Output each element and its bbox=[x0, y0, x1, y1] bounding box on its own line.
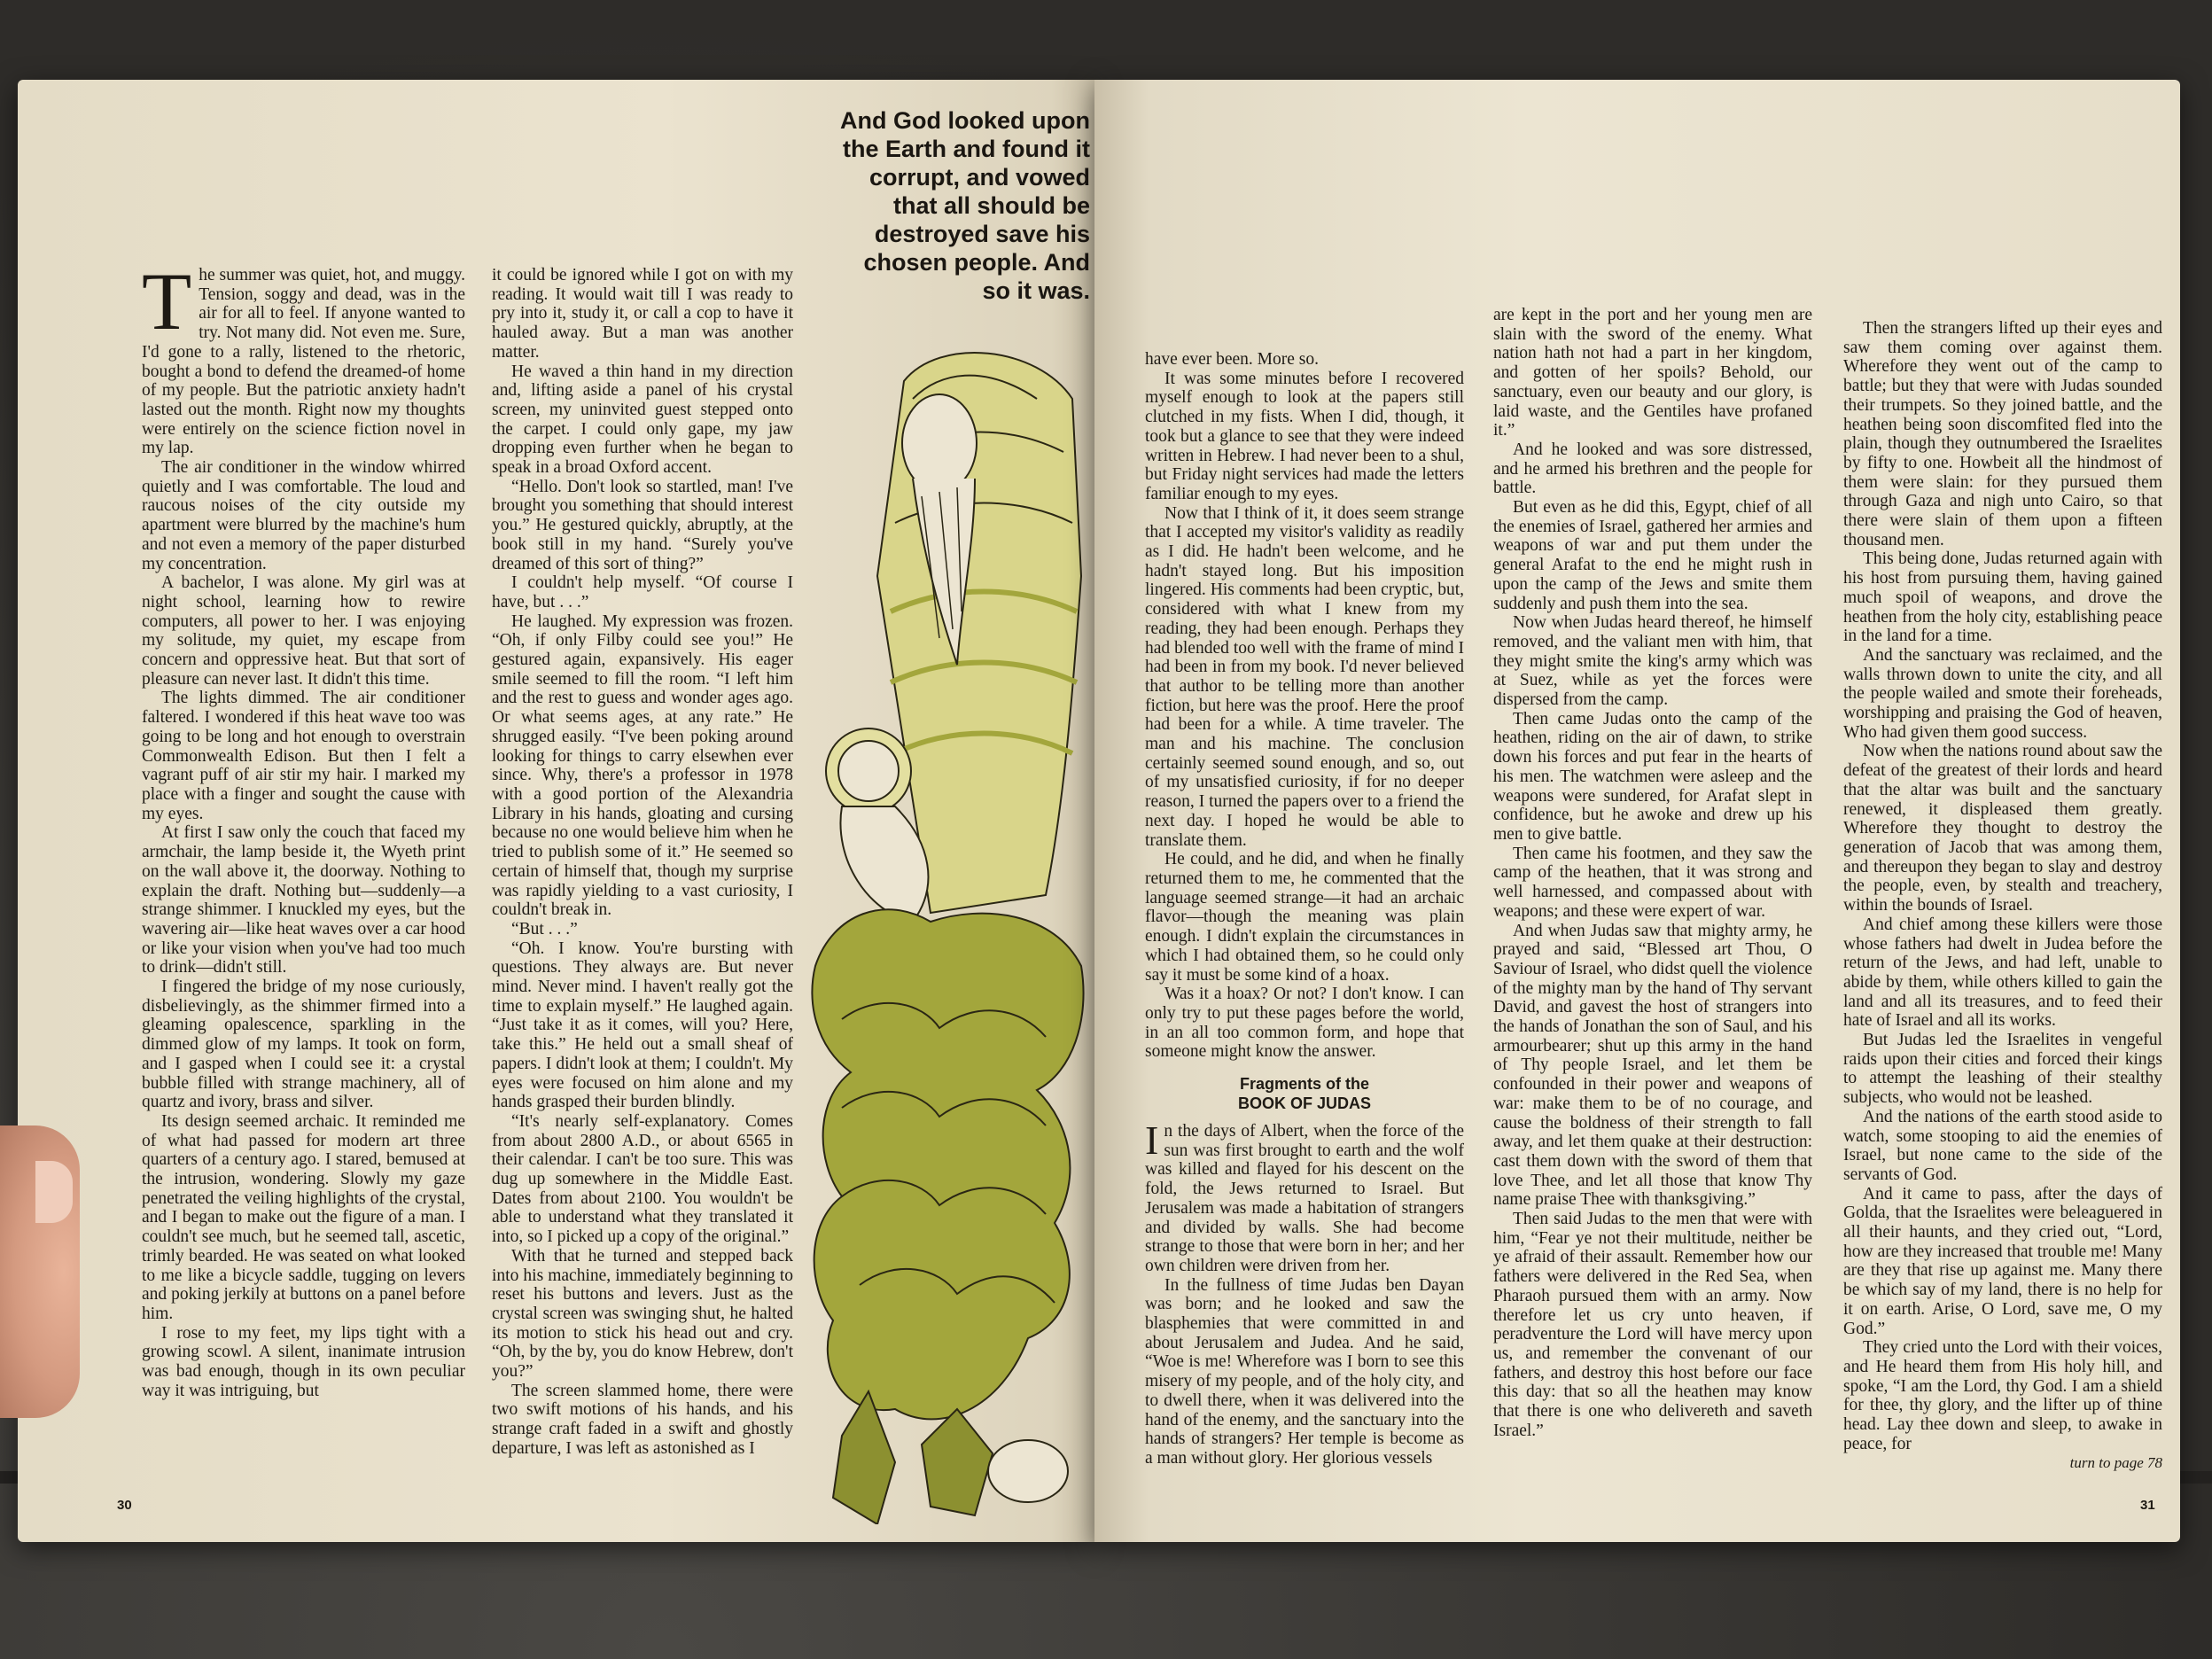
paragraph bbox=[142, 689, 465, 823]
right-page bbox=[1094, 80, 2180, 1542]
paragraph bbox=[142, 1324, 465, 1401]
paragraph-text: But Judas led the Israelites in vengeful raids upon their cities and forced their kings to attempt the leashing of their stealthy subjects, who would not be leashed. bbox=[1843, 1031, 2162, 1108]
illustration-prophet bbox=[806, 346, 1090, 1524]
paragraph-text: But even as he did this, Egypt, chief of all the enemies of Israel, gathered her armies and weapons of war and put them under the general Arafat to the end he might rush in upon the camp of the Jews and smite them suddenly and push them into the sea. bbox=[1493, 498, 1812, 613]
paragraph bbox=[1145, 985, 1464, 1062]
paragraph bbox=[142, 977, 465, 1112]
paragraph-text: Now that I think of it, it does seem strange that I accepted my visitor's validity as readily as I did. He hadn't been welcome, and he hadn't stayed long. But his imposition lingered. His comments had been cryptic, but, considered with what I knew from my reading, they had been enough. Perhaps they had blended too well with the frame of mind I had been in from my book. I'd never believed that author to be telling more than another fiction, but here was the proof. Here the proof had been for a while. A time traveler. The man and his machine. The conclusion certainly seemed sound enough, and so, out of my unsatisfied curiosity, if for no deeper reason, I turned the papers over to a friend the next day. I hoped he would be able to translate them. bbox=[1145, 503, 1464, 850]
paragraph-text: Then came his footmen, and they saw the camp of the heathen, that it was strong and well harnessed, and compassed about with weapons; and these were expert of war. bbox=[1493, 844, 1812, 921]
paragraph bbox=[492, 1112, 793, 1247]
paragraph bbox=[492, 478, 793, 574]
right-column-2 bbox=[1493, 306, 1812, 1511]
paragraph-text: “But . . .” bbox=[511, 919, 578, 939]
paragraph bbox=[142, 1112, 465, 1324]
paragraph-text: Then came Judas onto the camp of the heathen, riding on the air of dawn, to strike down his forces and put fear in the hearts of his men. The watchmen were asleep and the weapons were sundered, for Arafat slept in confidence, but he awoke and drew up his men to give battle. bbox=[1493, 709, 1812, 844]
paragraph bbox=[1145, 504, 1464, 851]
drop-cap: I bbox=[1145, 1118, 1159, 1164]
paragraph bbox=[1843, 646, 2162, 743]
paragraph bbox=[492, 573, 793, 611]
section-heading: Fragments of the BOOK OF JUDAS bbox=[1237, 1075, 1371, 1113]
thumbnail-nail bbox=[35, 1161, 73, 1223]
paragraph-text: They cried unto the Lord with their voices, and He heard them from His holy hill, and spoke, “I am the Lord, thy God. I am a shield for thee, thy glory, and the lifter up of thine head. Lay thee down and sleep, to awake in peace, for bbox=[1843, 1338, 2162, 1453]
paragraph bbox=[1843, 1338, 2162, 1453]
right-column-3 bbox=[1843, 319, 2162, 1515]
paragraph bbox=[142, 266, 465, 458]
paragraph bbox=[492, 939, 793, 1112]
paragraph-text: At first I saw only the couch that faced my armchair, the lamp beside it, the Wyeth print on the wall above it, the doorway. Nothing to explain the draft. Nothing but—suddenly—a strange shimmer. I knuckled my eyes, but the wavering air—like heat waves over a car hood or like your vision when you've had too much to drink—didn't still. bbox=[142, 823, 465, 977]
paragraph-text: In the fullness of time Judas ben Dayan was born; and he looked and saw the blasphemies that were committed in and about Jerusalem and Judea. And he said, “Woe is me! Wherefore was I born to see this misery of my people, and of the holy city, and to dwell there, when it was delivered into the hand of the enemy, and the sanctuary into the hands of strangers? Her temple is become as a man without glory. Her glorious vessels bbox=[1145, 1275, 1464, 1468]
paragraph bbox=[1493, 845, 1812, 922]
continuation-note: turn to page 78 bbox=[2069, 1454, 2162, 1472]
paragraph bbox=[1493, 440, 1812, 498]
paragraph bbox=[1843, 1108, 2162, 1185]
paragraph bbox=[492, 266, 793, 362]
paragraph bbox=[492, 1382, 793, 1459]
paragraph-text: He could, and he did, and when he finally returned them to me, he commented that the language seemed strange—it had an archaic flavor—though the meaning was plain enough. I didn't explain the circumstances in which I had obtained them, so he could only say it must be some kind of a hoax. bbox=[1145, 850, 1464, 985]
paragraph-text: With that he turned and stepped back into his machine, immediately beginning to reset his buttons and levers. Just as the crystal screen was swinging shut, he halted its motion to stick his head out and cry. “Oh, by the by, you do know Hebrew, don't you?” bbox=[492, 1246, 793, 1382]
paragraph-text: Then the strangers lifted up their eyes and saw them coming over against them. Wherefore they went out of the camp to battle; but they that were with Judas sounded their trumpets. So they joined battle, and the heathen being soon discomfited fled into the plain, though they outnumbered the Israelites by fifty to one. Howbeit all the hindmost of them were slain: for they pursued them through Gaza and nigh unto Cairo, so that there were slain of them upon a fifteen thousand men. bbox=[1843, 319, 2162, 549]
paragraph bbox=[1493, 710, 1812, 845]
paragraph-text: he summer was quiet, hot, and muggy. Tension, soggy and dead, was in the air for all to feel. If anyone wanted to try. Not many did. Not even me. Sure, I'd gone to a rally, listened to the rhetoric, bought a bond to defend the dreamed-of home of my people. But the patriotic anxiety hadn't lasted out the month. Right now my thoughts were entirely on the science fiction novel in my lap. bbox=[142, 266, 465, 458]
paragraph-text: He waved a thin hand in my direction and, lifting aside a panel of his crystal screen, my uninvited guest stepped onto the carpet. I could only gape, my jaw dropping even further when he began to speak in a broad Oxford accent. bbox=[492, 362, 793, 478]
paragraph-text: And it came to pass, after the days of Golda, that the Israelites were beleaguered in all their haunts, and they cried out, “Lord, how are they increased that trouble me! Many are they that rise up against me. Many there be which say of my land, there is no help for it on earth. Arise, O Lord, save me, O my God.” bbox=[1843, 1184, 2162, 1338]
paragraph bbox=[1843, 742, 2162, 915]
paragraph bbox=[1145, 350, 1464, 370]
paragraph bbox=[1843, 1185, 2162, 1339]
paragraph-text: n the days of Albert, when the force of the sun was first brought to earth and the wolf was killed and flayed for his descent on the fold, the Jews returned to Israel. But Jerusalem was made a habitation of strangers and divided by walls. She had become strange to those that were born in her; and her own children were driven from her. bbox=[1145, 1122, 1464, 1275]
left-page bbox=[18, 80, 1094, 1542]
paragraph-text: I fingered the bridge of my nose curiously, disbelievingly, as the shimmer firmed into a gleaming opalescence, sparkling in the dimmed glow of my lamps. It took on form, and I gasped when I could see it: a crystal bubble filled with strange machinery, all of quartz and ivory, brass and silver. bbox=[142, 977, 465, 1112]
paragraph-text: The screen slammed home, there were two swift motions of his hands, and his strange craft faded in a swift and ghostly departure, I was left as astonished as I bbox=[492, 1381, 793, 1458]
paragraph bbox=[1145, 850, 1464, 985]
paragraph bbox=[142, 573, 465, 689]
paragraph-text: The air conditioner in the window whirred quietly and I was comfortable. The loud and raucous noises of the city outside my apartment were blurred by the machine's hum and not even a memory of the paper disturbed my concentration. bbox=[142, 458, 465, 573]
left-column-2 bbox=[492, 266, 793, 1507]
magazine-spread bbox=[18, 80, 2180, 1542]
paragraph bbox=[1493, 306, 1812, 440]
paragraph-text: I couldn't help myself. “Of course I have, but . . .” bbox=[492, 573, 793, 611]
paragraph bbox=[1843, 319, 2162, 549]
paragraph bbox=[1843, 549, 2162, 646]
paragraph bbox=[1145, 1276, 1464, 1468]
paragraph bbox=[1145, 1118, 1464, 1276]
paragraph-text: it could be ignored while I got on with my reading. It would wait till I was ready to pry into it, study it, or call a cop to have it hauled away. But a man was another matter. bbox=[492, 266, 793, 362]
left-column-1 bbox=[142, 266, 465, 1498]
paragraph-text: And the sanctuary was reclaimed, and the walls thrown down to unite the city, and all the people wailed and smote their foreheads, worshipping and praising the God of heaven, Who had given them good success. bbox=[1843, 645, 2162, 742]
paragraph-text: Then said Judas to the men that were with him, “Fear ye not their multitude, neither be ye afraid of their assault. Remember how our fathers were delivered in the Red Sea, when Pharaoh pursued them with an army. Now therefore let us cry unto heaven, if peradventure the Lord will have mercy upon us, and remember the convenant of our fathers, and destroy this host before our face this day: that so all the heathen may know that there is one who delivereth and saveth Israel.” bbox=[1493, 1210, 1812, 1440]
paragraph-text: And he looked and was sore distressed, and he armed his brethren and the people for battle. bbox=[1493, 440, 1812, 498]
paragraph-text: “Hello. Don't look so startled, man! I've brought you something that should interest you.” He gestured quickly, abruptly, at the book still in my hand. “Surely you've dreamed of this sort of thing?” bbox=[492, 477, 793, 573]
paragraph bbox=[1493, 922, 1812, 1211]
paragraph-text: “It's nearly self-explanatory. Comes from about 2800 A.D., or about 6565 in their calendar. I can't be too sure. This was dug up somewhere in the Middle East. Dates from about 2100. You wouldn't be able to understand what they translated it into, so I picked up a copy of the original.” bbox=[492, 1111, 793, 1247]
paragraph-text: He laughed. My expression was frozen. “Oh, if only Filby could see you!” He gestured again, expansively. His eager smile seemed to fill the room. “I left him and the rest to guess and wonder ages ago. Or what seems ages, at any rate.” He shrugged easily. “I've been poking around looking for things to carry elsewhen ever since. Why, there's a professor in 1978 with a good portion of the Alexandria Library in his hands, gloating and cursing because no one would believe him when he tried to publish some of it.” He seemed so certain of himself that, though my surprise was rapidly yielding to a vast curiosity, I couldn't break in. bbox=[492, 611, 793, 920]
paragraph-text: And chief among these killers were those whose fathers had dwelt in Judea before the return of the Jews, and had left, unable to abide by them, while others killed to gain the land and all its treasures, and to feed their hate of Israel and all its works. bbox=[1843, 915, 2162, 1031]
paragraph-text: This being done, Judas returned again with his host from pursuing them, having gained much spoil of weapons, and drove the heathen from the holy city, establishing peace in the land for a time. bbox=[1843, 549, 2162, 646]
paragraph-text: Now when the nations round about saw the defeat of the greatest of their lords and heard that the altar was built and the sanctuary renewed, it displeased them greatly. Wherefore they thought to destroy the generation of Jacob that was among them, and thereupon they began to slay and destroy the people, even, by stealth and treachery, within the bounds of Israel. bbox=[1843, 742, 2162, 915]
paragraph bbox=[492, 612, 793, 920]
paragraph-text: Its design seemed archaic. It reminded me of what had passed for modern art three quarters of a century ago. I stared, bemused at the intrusion, wondering. Slowly my gaze penetrated the veiling highlights of the crystal, and I began to make out the figure of a man. I couldn't see much, but he seemed tall, ascetic, trimly bearded. He was seated on what looked to me like a bicycle saddle, tugging on levers and poking jerkily at buttons on a panel before him. bbox=[142, 1111, 465, 1323]
paragraph-text: A bachelor, I was alone. My girl was at night school, learning how to rewire computers, all power to her. I was enjoying my solitude, my quiet, my escape from concern and oppressive heat. But that sort of pleasure can never last. It didn't this time. bbox=[142, 573, 465, 689]
paragraph bbox=[142, 458, 465, 573]
paragraph-text: have ever been. More so. bbox=[1145, 350, 1319, 369]
paragraph-text: I rose to my feet, my lips tight with a growing scowl. A silent, inanimate intrusion was bad enough, though in its own peculiar way it was intriguing, but bbox=[142, 1323, 465, 1400]
paragraph bbox=[492, 362, 793, 478]
paragraph-text: Was it a hoax? Or not? I don't know. I can only try to put these pages before the world, in an all too common form, and hope that someone might know the answer. bbox=[1145, 985, 1464, 1062]
paragraph-text: It was some minutes before I recovered myself enough to look at the papers still clutched in my fists. When I did, though, it took but a glance to see that they were indeed written in Hebrew. I had never been to a shul, but Friday night services had made the letters familiar enough to my eyes. bbox=[1145, 369, 1464, 503]
paragraph-text: And the nations of the earth stood aside to watch, some stooping to aid the enemies of Israel, but none came to the side of the servants of God. bbox=[1843, 1107, 2162, 1184]
paragraph-text: are kept in the port and her young men are slain with the sword of the enemy. What nation hath not had a part in her kingdom, and gotten of her spoils? Behold, our sanctuary, even our beauty and our glory, is laid waste, and the Gentiles have profaned it.” bbox=[1493, 306, 1812, 440]
page-number-left: 30 bbox=[117, 1498, 132, 1513]
paragraph bbox=[142, 823, 465, 977]
pull-quote: And God looked upon the Earth and found it corrupt, and vowed that all should be destroyed save his chosen people. And so it was. bbox=[840, 107, 1090, 304]
page-number-right: 31 bbox=[2140, 1498, 2155, 1513]
paragraph bbox=[1493, 613, 1812, 710]
paragraph bbox=[492, 1247, 793, 1382]
paragraph bbox=[1145, 370, 1464, 504]
paragraph-text: And when Judas saw that mighty army, he prayed and said, “Blessed art Thou, O Saviour of Israel, who didst quell the violence of the mighty man by the hand of Thy servant David, and gavest the host of strangers into the hands of Jonathan the son of Saul, and his armourbearer; shut up this army in the hand of Thy people Israel, and let them be confounded in their power and weapons of war: make them to be of no courage, and cause the boldness of their strength to fall away, and let them quake at their destruction: cast them down with the sword of them that love Thee, and let all those that know Thy name praise Thee with thanksgiving.” bbox=[1493, 921, 1812, 1210]
paragraph bbox=[492, 920, 793, 939]
paragraph bbox=[1843, 915, 2162, 1031]
paragraph-text: The lights dimmed. The air conditioner faltered. I wondered if this heat wave too was going to be long and hot enough to overstrain Commonwealth Edison. But then I felt a vagrant puff of air stir my hair. I marked my place with a finger and sought the cause with my eyes. bbox=[142, 689, 465, 823]
paragraph bbox=[1493, 1210, 1812, 1440]
paragraph bbox=[1493, 498, 1812, 613]
drop-cap: T bbox=[142, 266, 192, 347]
paragraph-text: Now when Judas heard thereof, he himself removed, and the valiant men with him, that they might smite the king's army which was at Suez, while as yet the forces were dispersed from the camp. bbox=[1493, 613, 1812, 710]
right-column-1 bbox=[1145, 350, 1464, 1511]
paragraph-text: “Oh. I know. You're bursting with questions. They always are. But never mind. Never mind. I haven't really got the time to explain myself.” He laughed again. “Just take it as it comes, will you? Here, take this.” He held out a small sheaf of papers. I didn't look at them; I couldn't. My eyes were focused on him alone and my hands grasped their burden blindly. bbox=[492, 939, 793, 1112]
paragraph bbox=[1843, 1031, 2162, 1108]
